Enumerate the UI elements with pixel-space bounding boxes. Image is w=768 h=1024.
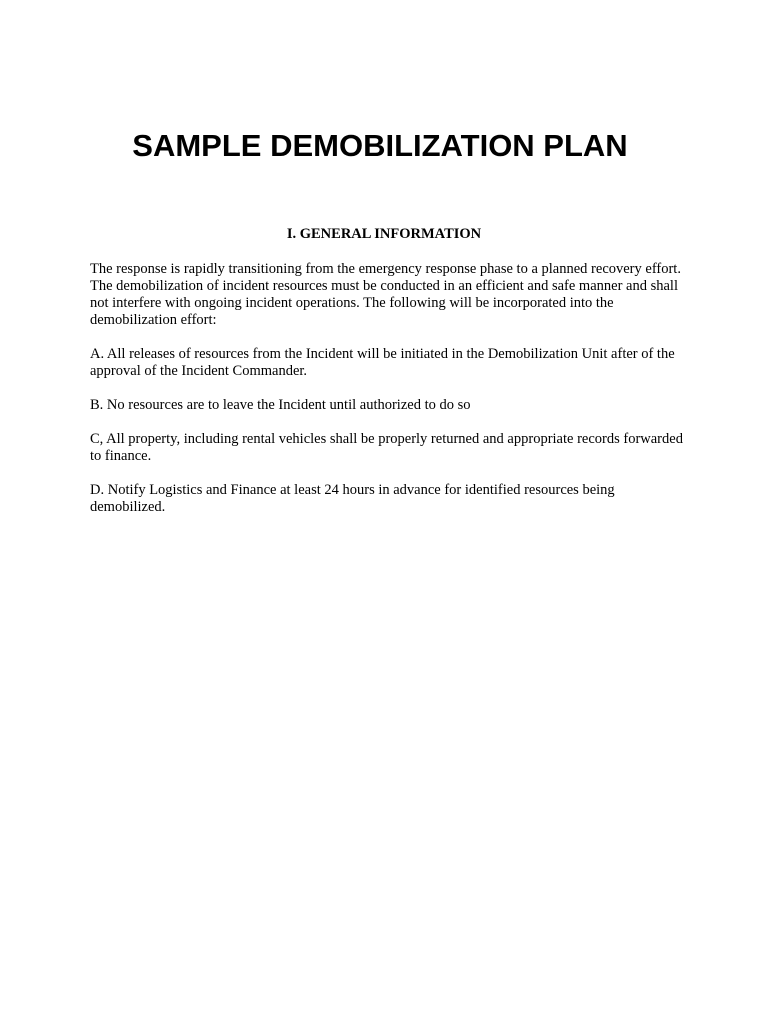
item-a-paragraph: A. All releases of resources from the Incident will be initiated in the Demobilization Unit after of the approval of the Incident Commander. [90,346,675,379]
item-b-paragraph: B. No resources are to leave the Incident until authorized to do so [90,397,471,413]
section-heading-general-information: I. GENERAL INFORMATION [286,226,482,242]
document-body [90,226,690,533]
intro-paragraph: The response is rapidly transitioning from the emergency response phase to a planned recovery effort. The demobilization of incident resources must be conducted in an efficient and safe manner and shall not interfere with ongoing incident operations. The following will be incorporated into the demobilization effort: [90,261,681,328]
item-c-paragraph: C, All property, including rental vehicles shall be properly returned and appropriate records forwarded to finance. [90,431,683,464]
item-d-paragraph: D. Notify Logistics and Finance at least 24 hours in advance for identified resources being demobilized. [90,482,615,515]
document-title: SAMPLE DEMOBILIZATION PLAN [132,128,628,163]
